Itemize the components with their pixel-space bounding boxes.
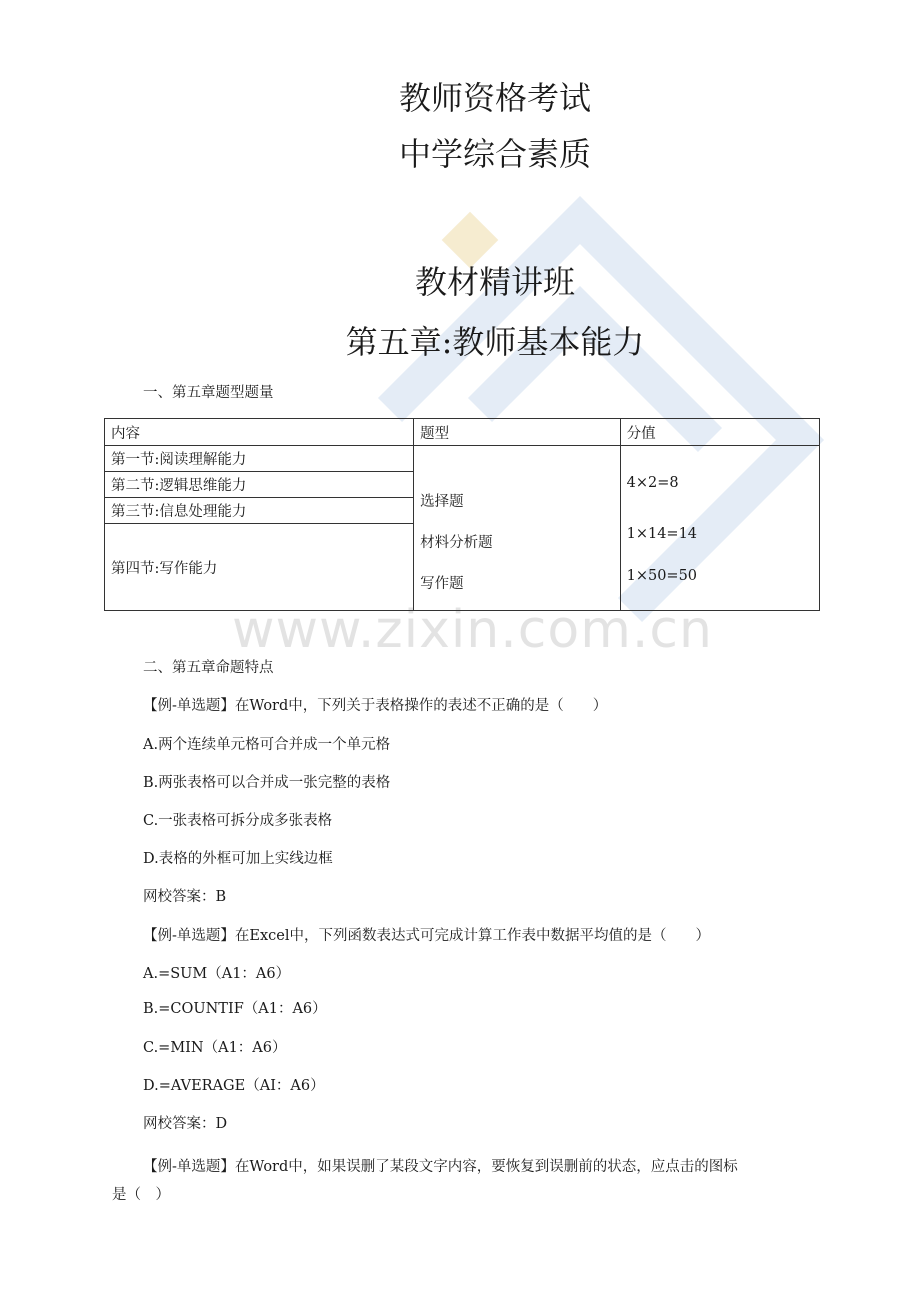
cell-question-types — [414, 446, 620, 611]
question-1-answer: 网校答案：B — [143, 889, 227, 905]
question-2-option-d: D.=AVERAGE（AI：A6） — [143, 1078, 325, 1094]
header-score: 分值 — [620, 419, 819, 446]
question-1-option-a: A.两个连续单元格可合并成一个单元格 — [143, 737, 391, 753]
row-section-1: 第一节:阅读理解能力 — [105, 446, 414, 472]
row-section-2: 第二节:逻辑思维能力 — [105, 472, 414, 498]
score-table — [104, 418, 820, 611]
question-1-option-d: D.表格的外框可加上实线边框 — [143, 851, 333, 867]
score-writing: 1×50=50 — [626, 568, 698, 584]
title-chapter: 第五章:教师基本能力 — [345, 323, 645, 361]
row-section-4: 第四节:写作能力 — [105, 524, 414, 611]
header-type: 题型 — [414, 419, 620, 446]
question-2-answer: 网校答案：D — [143, 1116, 228, 1132]
question-2-option-c: C.=MIN（A1：A6） — [143, 1040, 287, 1056]
question-2-option-b: B.=COUNTIF（A1：A6） — [143, 1001, 327, 1017]
question-2-option-a: A.=SUM（A1：A6） — [143, 966, 291, 982]
table-row — [105, 446, 820, 472]
header-content: 内容 — [105, 419, 414, 446]
question-1-option-c: C.一张表格可拆分成多张表格 — [143, 813, 333, 829]
section-heading-2: 二、第五章命题特点 — [143, 660, 274, 676]
table-header-row — [105, 419, 820, 446]
title-subject: 中学综合素质 — [398, 135, 591, 173]
question-3-stem-line2: 是（ ） — [112, 1187, 170, 1203]
type-choice: 选择题 — [420, 494, 464, 510]
score-material: 1×14=14 — [626, 526, 698, 542]
title-exam: 教师资格考试 — [398, 79, 591, 117]
cell-scores — [620, 446, 819, 611]
type-material: 材料分析题 — [420, 535, 493, 551]
watermark-text: www.zixin.com.cn — [232, 600, 713, 660]
question-2-stem: 【例-单选题】在Excel中，下列函数表达式可完成计算工作表中数据平均值的是（ ） — [143, 928, 710, 944]
question-3-stem-line1: 【例-单选题】在Word中，如果误删了某段文字内容，要恢复到误删前的状态，应点击的图标 — [143, 1159, 738, 1175]
score-choice: 4×2=8 — [626, 475, 679, 491]
title-course: 教材精讲班 — [414, 263, 575, 301]
question-1-stem: 【例-单选题】在Word中，下列关于表格操作的表述不正确的是（ ） — [143, 698, 608, 714]
row-section-3: 第三节:信息处理能力 — [105, 498, 414, 524]
section-heading-1: 一、第五章题型题量 — [143, 385, 274, 401]
question-1-option-b: B.两张表格可以合并成一张完整的表格 — [143, 775, 391, 791]
type-writing: 写作题 — [420, 576, 464, 592]
